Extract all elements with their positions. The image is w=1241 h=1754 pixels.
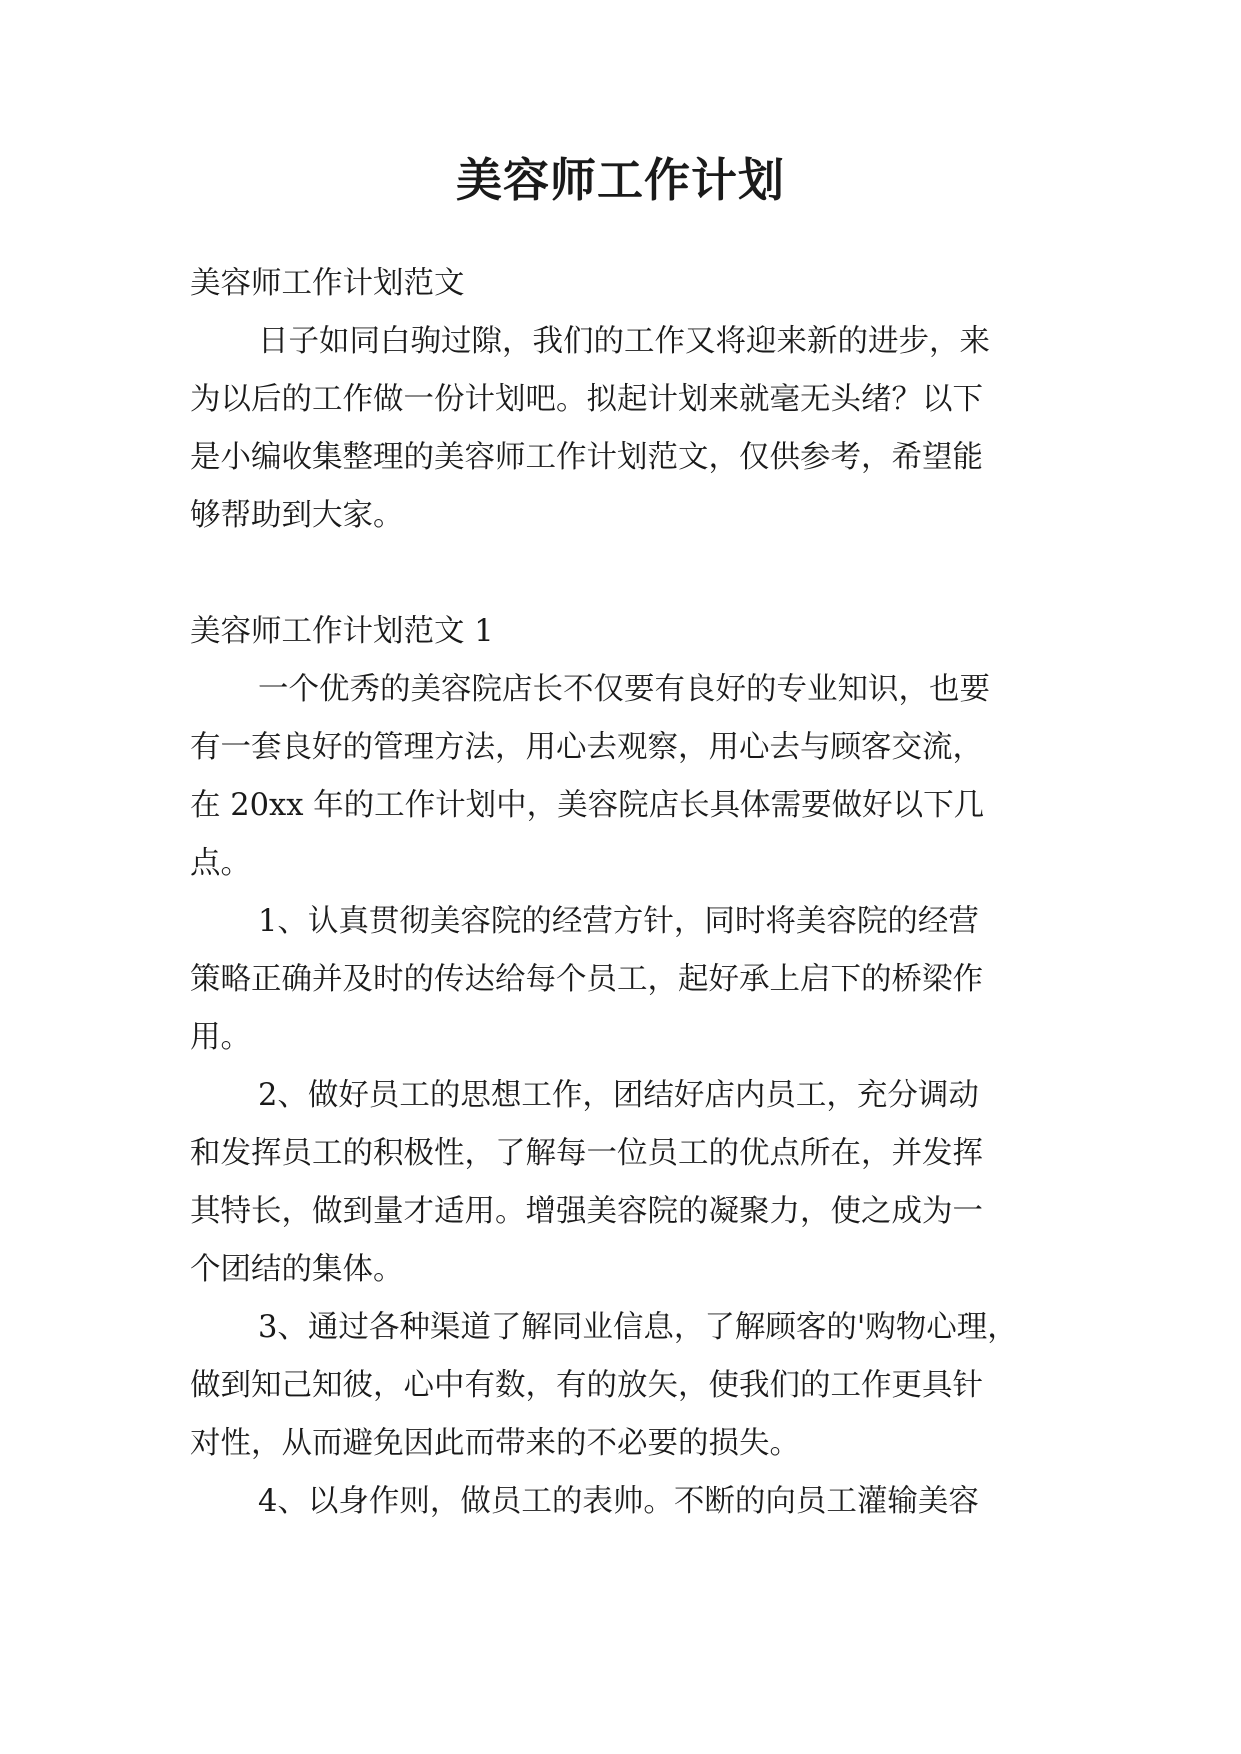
- item2-line-2: 和发挥员工的积极性，了解每一位员工的优点所在，并发挥: [190, 1136, 983, 1171]
- item2-line-3: 其特长，做到量才适用。增强美容院的凝聚力，使之成为一: [190, 1194, 983, 1229]
- sample1-intro-line-1: 一个优秀的美容院店长不仅要有良好的专业知识，也要: [258, 672, 990, 707]
- intro-line-1: 日子如同白驹过隙，我们的工作又将迎来新的进步，来: [258, 324, 990, 359]
- item1-line-2: 策略正确并及时的传达给每个员工，起好承上启下的桥梁作: [190, 962, 983, 997]
- intro-line-3: 是小编收集整理的美容师工作计划范文，仅供参考，希望能: [190, 440, 983, 475]
- item1-line-3: 用。: [190, 1020, 251, 1055]
- document-title: 美容师工作计划: [456, 153, 785, 207]
- sample1-intro-line-3: 在 20xx 年的工作计划中，美容院店长具体需要做好以下几: [190, 788, 985, 823]
- item4-line-1: 4、以身作则，做员工的表帅。不断的向员工灌输美容: [258, 1484, 979, 1519]
- heading-sample-1: 美容师工作计划范文 1: [190, 614, 494, 649]
- heading-intro: 美容师工作计划范文: [190, 266, 465, 301]
- item3-line-3: 对性，从而避免因此而带来的不必要的损失。: [190, 1426, 800, 1461]
- sample1-intro-line-2: 有一套良好的管理方法，用心去观察，用心去与顾客交流，: [190, 730, 983, 765]
- item2-line-4: 个团结的集体。: [190, 1252, 404, 1287]
- item2-line-1: 2、做好员工的思想工作，团结好店内员工，充分调动: [258, 1078, 979, 1113]
- item3-line-2: 做到知己知彼，心中有数，有的放矢，使我们的工作更具针: [190, 1368, 983, 1403]
- sample1-intro-line-4: 点。: [190, 846, 251, 881]
- item3-line-1: 3、通过各种渠道了解同业信息，了解顾客的'购物心理，: [258, 1310, 1018, 1345]
- intro-line-4: 够帮助到大家。: [190, 498, 404, 533]
- item1-line-1: 1、认真贯彻美容院的经营方针，同时将美容院的经营: [258, 904, 979, 939]
- intro-line-2: 为以后的工作做一份计划吧。拟起计划来就毫无头绪？以下: [190, 382, 983, 417]
